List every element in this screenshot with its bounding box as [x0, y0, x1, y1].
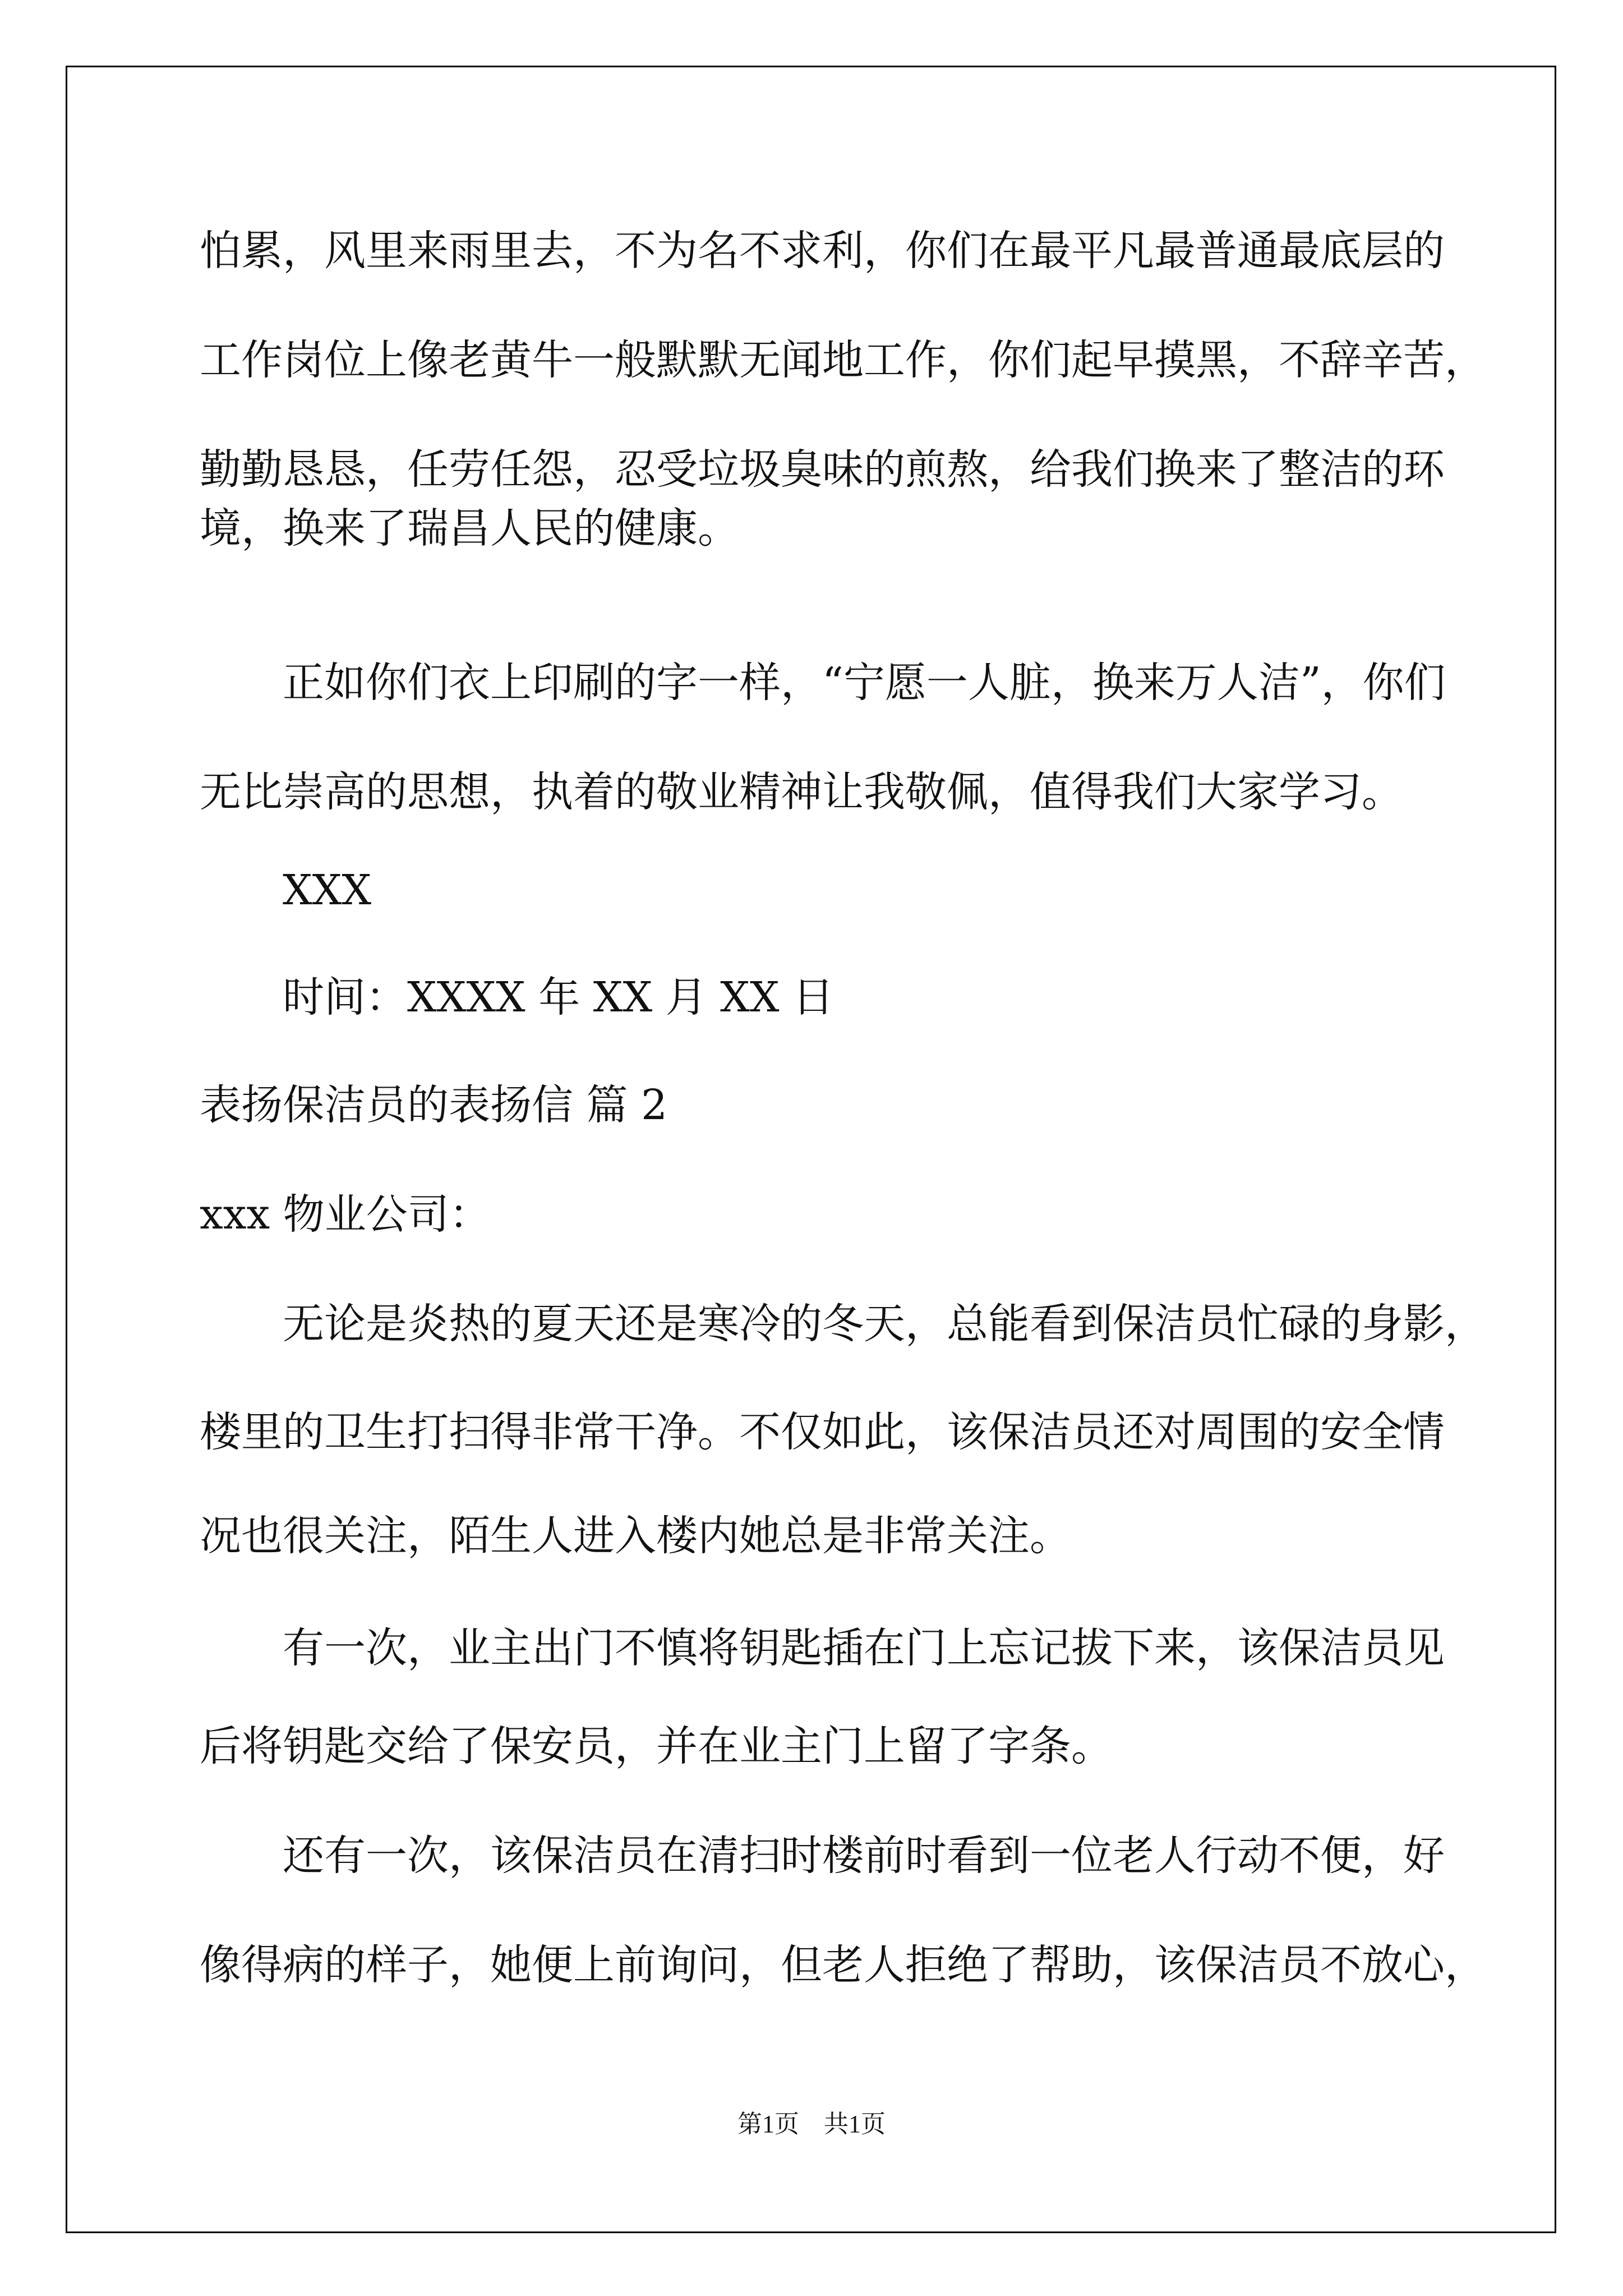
- text-line: 无比崇高的思想，执着的敬业精神让我敬佩，值得我们大家学习。: [200, 768, 1403, 816]
- page-border: [66, 66, 1556, 2233]
- salutation: xxx 物业公司：: [200, 1190, 491, 1239]
- section-title: 表扬保洁员的表扬信 篇 2: [200, 1081, 668, 1129]
- signature: XXX: [200, 866, 372, 914]
- page-number-footer: 第1页 共1页: [737, 2110, 886, 2138]
- text-line: 像得病的样子，她便上前询问，但老人拒绝了帮助，该保洁员不放心，: [200, 1941, 1486, 1989]
- text-line: 正如你们衣上印刷的字一样，“宁愿一人脏，换来万人洁”，你们: [200, 659, 1446, 707]
- text-line: 工作岗位上像老黄牛一般默默无闻地工作，你们起早摸黑，不辞辛苦，: [200, 336, 1486, 384]
- text-line: 怕累，风里来雨里去，不为名不求利，你们在最平凡最普通最底层的: [200, 227, 1445, 275]
- text-line: 楼里的卫生打扫得非常干净。不仅如此，该保洁员还对周围的安全情: [200, 1408, 1445, 1456]
- date-line: 时间：XXXX 年 XX 月 XX 日: [200, 973, 834, 1022]
- text-line: 后将钥匙交给了保安员，并在业主门上留了字条。: [200, 1722, 1113, 1770]
- text-line: 无论是炎热的夏天还是寒冷的冬天，总能看到保洁员忙碌的身影，: [200, 1300, 1486, 1348]
- text-line: 况也很关注，陌生人进入楼内她总是非常关注。: [200, 1512, 1071, 1560]
- text-line: 有一次，业主出门不慎将钥匙插在门上忘记拔下来，该保洁员见: [200, 1624, 1445, 1672]
- text-line: 境，换来了瑞昌人民的健康。: [200, 504, 739, 553]
- text-line: 勤勤恳恳，任劳任怨，忍受垃圾臭味的煎熬，给我们换来了整洁的环: [200, 445, 1445, 494]
- text-line: 还有一次，该保洁员在清扫时楼前时看到一位老人行动不便，好: [200, 1832, 1445, 1880]
